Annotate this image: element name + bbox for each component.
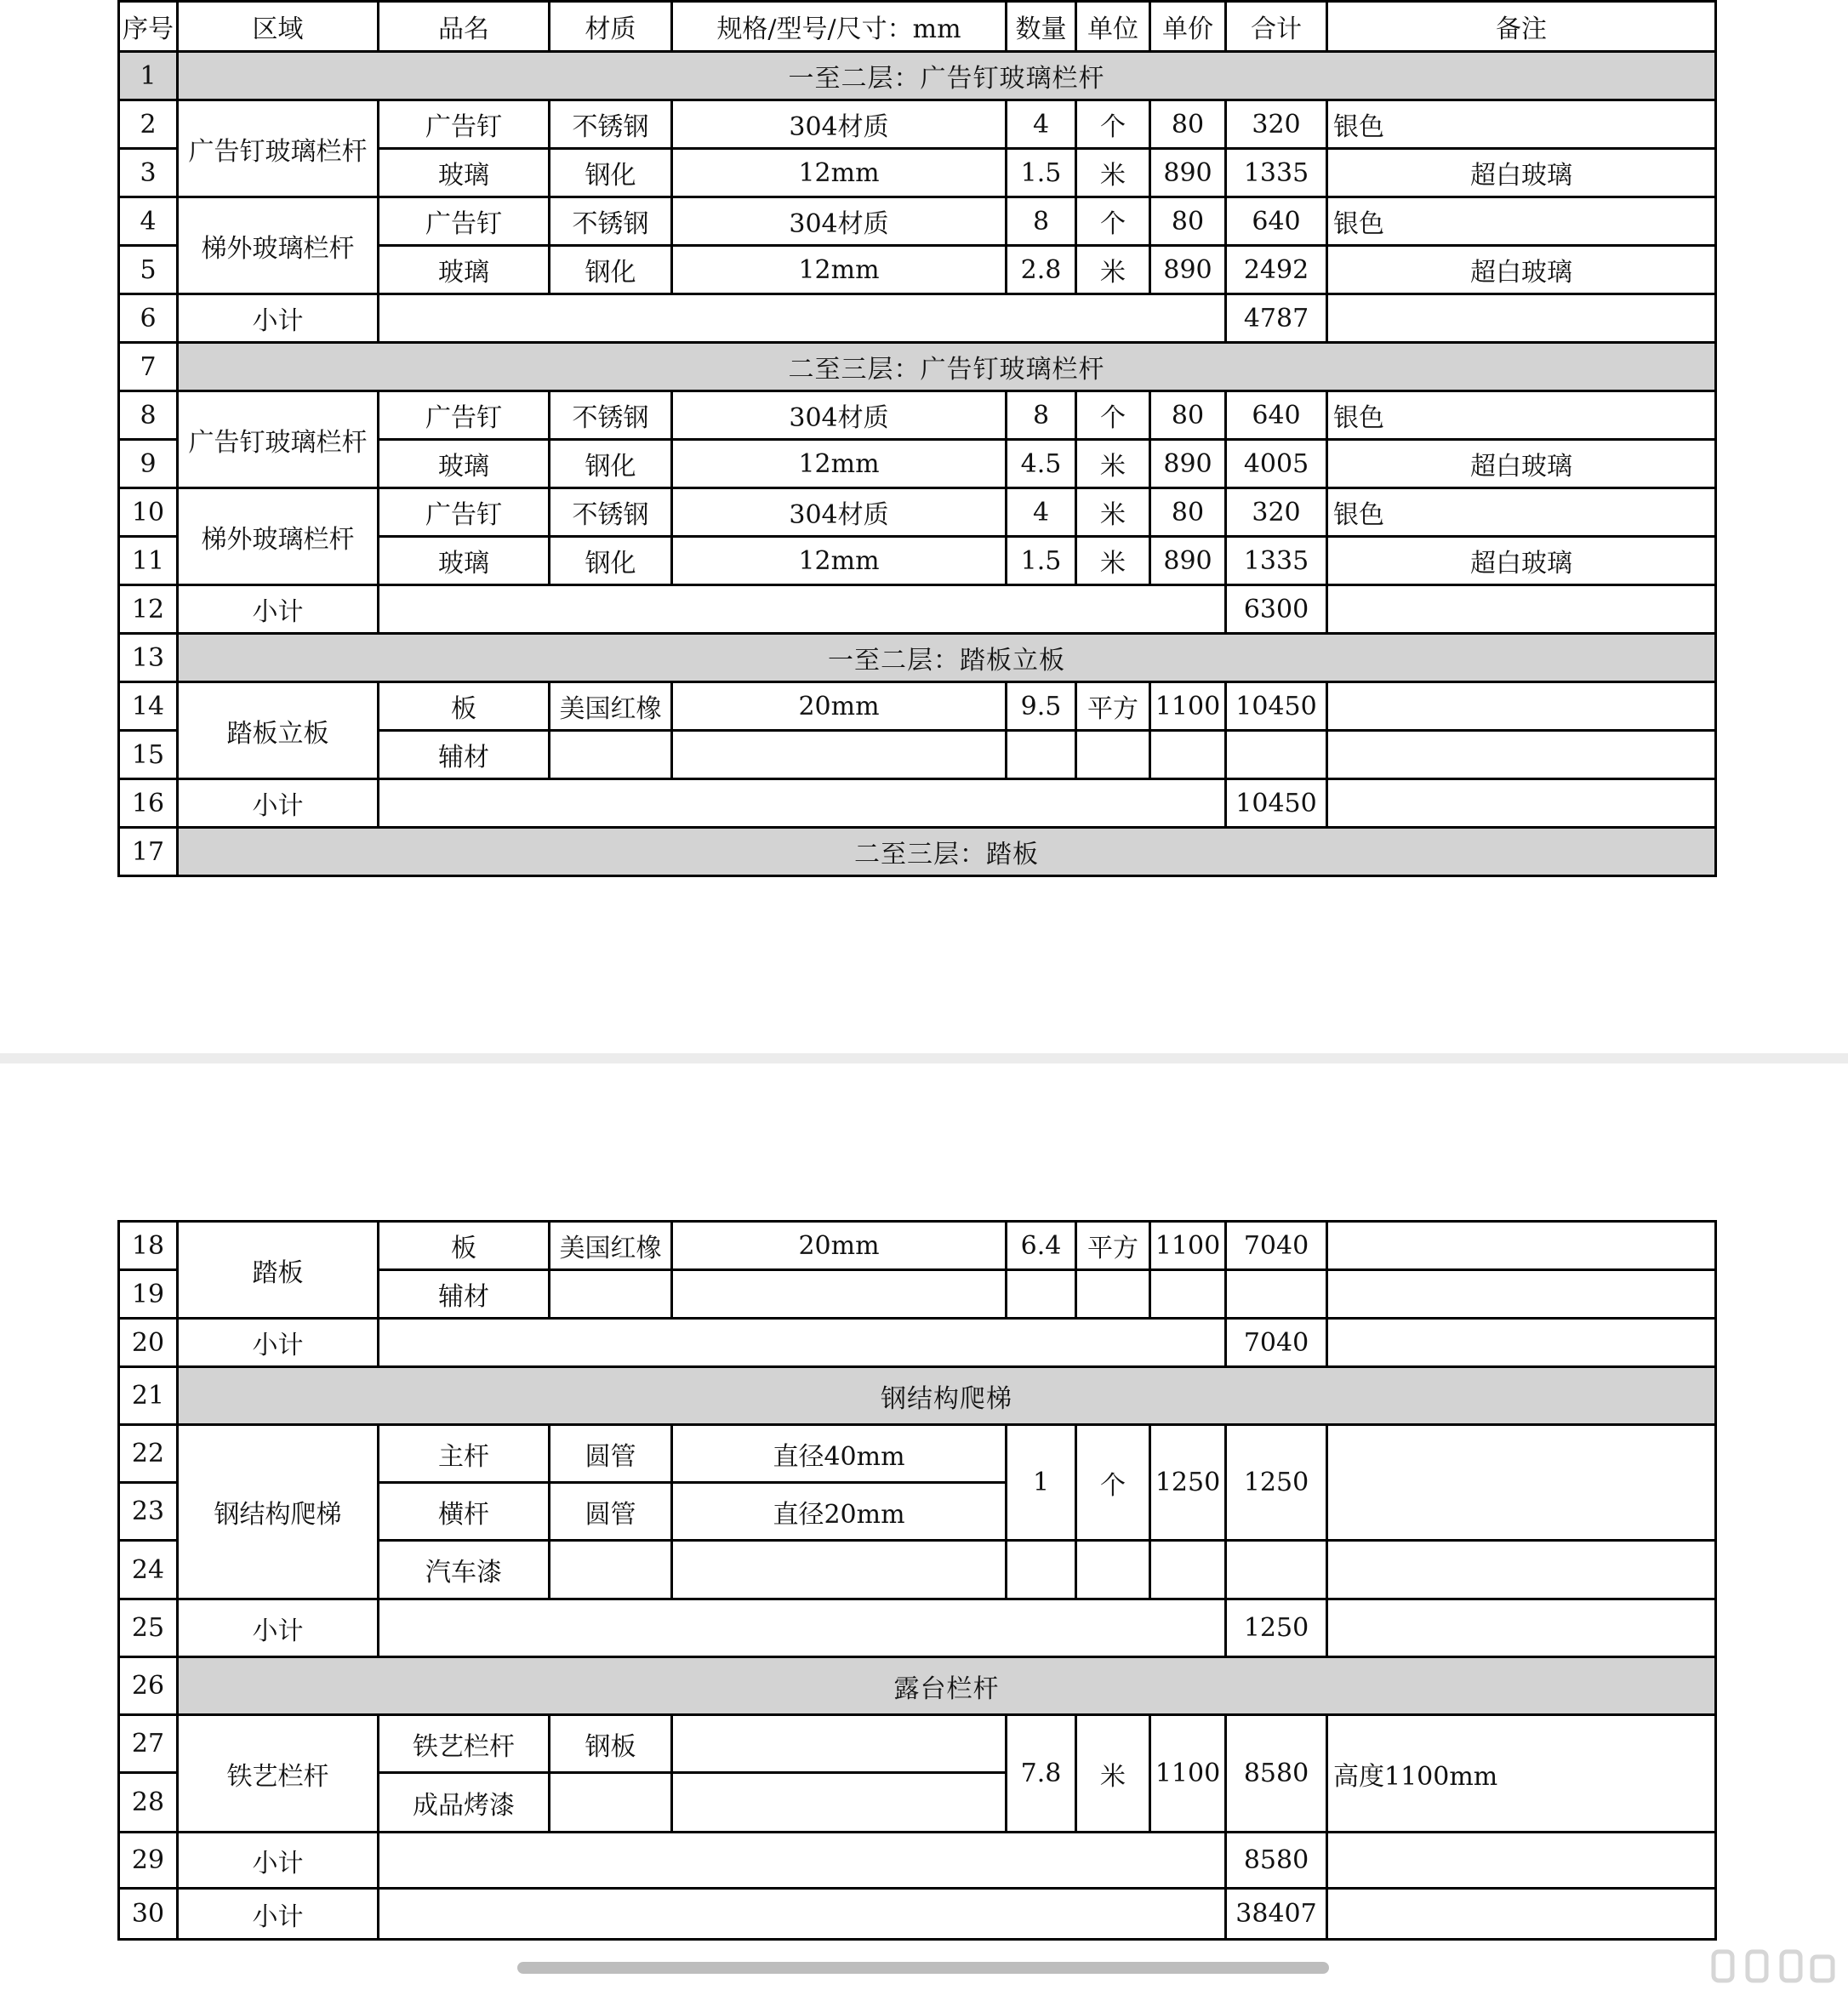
- price-cell: 80: [1150, 391, 1226, 440]
- seq-cell: 16: [119, 779, 178, 828]
- page-gap: [0, 1053, 1848, 1063]
- section-row: [119, 52, 1716, 100]
- spec-cell: 直径40mm: [672, 1425, 1007, 1483]
- name-cell: 板: [379, 1222, 550, 1270]
- subtotal-label: 小计: [178, 1319, 379, 1367]
- table-row: [119, 1222, 1716, 1270]
- material-cell: [550, 1773, 672, 1833]
- total-cell: [1226, 1270, 1327, 1319]
- material-cell: 钢化: [550, 149, 672, 197]
- material-cell: 钢化: [550, 537, 672, 585]
- spec-cell: 304材质: [672, 488, 1007, 537]
- price-cell: 1250: [1150, 1425, 1226, 1541]
- unit-cell: 米: [1076, 246, 1150, 294]
- subtotal-row: [119, 294, 1716, 343]
- unit-cell: [1076, 1541, 1150, 1599]
- total-cell: 10450: [1226, 682, 1327, 731]
- subtotal-label: 小计: [178, 779, 379, 828]
- qty-cell: 4: [1007, 488, 1076, 537]
- qty-cell: 8: [1007, 197, 1076, 246]
- note-cell: [1327, 1222, 1716, 1270]
- material-cell: 圆管: [550, 1425, 672, 1483]
- seq-cell: 12: [119, 585, 178, 634]
- name-cell: 玻璃: [379, 537, 550, 585]
- name-cell: 成品烤漆: [379, 1773, 550, 1833]
- header-spec: 规格/型号/尺寸：mm: [672, 2, 1007, 52]
- spec-cell: 12mm: [672, 149, 1007, 197]
- seq-cell: 9: [119, 440, 178, 488]
- material-cell: [550, 1541, 672, 1599]
- name-cell: 主杆: [379, 1425, 550, 1483]
- subtotal-row: [119, 1319, 1716, 1367]
- total-cell: 10450: [1226, 779, 1327, 828]
- price-cell: 890: [1150, 537, 1226, 585]
- price-cell: 1100: [1150, 1715, 1226, 1833]
- material-cell: 美国红橡: [550, 1222, 672, 1270]
- qty-cell: [1007, 1270, 1076, 1319]
- seq-cell: 23: [119, 1483, 178, 1541]
- table-row: [119, 1715, 1716, 1773]
- price-cell: [1150, 1270, 1226, 1319]
- blank-cell: [379, 585, 1226, 634]
- price-cell: 1100: [1150, 1222, 1226, 1270]
- seq-cell: 3: [119, 149, 178, 197]
- note-cell: [1327, 731, 1716, 779]
- note-cell: [1327, 1833, 1716, 1889]
- name-cell: 广告钉: [379, 100, 550, 149]
- total-cell: 8580: [1226, 1833, 1327, 1889]
- section-row: [119, 1657, 1716, 1715]
- qty-cell: 9.5: [1007, 682, 1076, 731]
- area-cell: 钢结构爬梯: [178, 1425, 379, 1599]
- seq-cell: 2: [119, 100, 178, 149]
- table-row: [119, 682, 1716, 731]
- spec-cell: 直径20mm: [672, 1483, 1007, 1541]
- qty-cell: [1007, 731, 1076, 779]
- unit-cell: 米: [1076, 1715, 1150, 1833]
- name-cell: 玻璃: [379, 246, 550, 294]
- qty-cell: 4.5: [1007, 440, 1076, 488]
- total-cell: [1226, 731, 1327, 779]
- name-cell: 广告钉: [379, 488, 550, 537]
- header-row: [119, 2, 1716, 52]
- seq-cell: 6: [119, 294, 178, 343]
- seq-cell: 8: [119, 391, 178, 440]
- seq-cell: 25: [119, 1599, 178, 1657]
- total-cell: 640: [1226, 197, 1327, 246]
- name-cell: 玻璃: [379, 440, 550, 488]
- price-cell: [1150, 731, 1226, 779]
- spec-cell: 20mm: [672, 1222, 1007, 1270]
- total-cell: 320: [1226, 488, 1327, 537]
- price-cell: 1100: [1150, 682, 1226, 731]
- price-cell: 80: [1150, 488, 1226, 537]
- blank-cell: [379, 1833, 1226, 1889]
- unit-cell: 个: [1076, 100, 1150, 149]
- qty-cell: 4: [1007, 100, 1076, 149]
- blank-cell: [379, 294, 1226, 343]
- note-cell: 银色: [1327, 197, 1716, 246]
- total-cell: 38407: [1226, 1889, 1327, 1940]
- qty-cell: 2.8: [1007, 246, 1076, 294]
- area-cell: 梯外玻璃栏杆: [178, 197, 379, 294]
- seq-cell: 20: [119, 1319, 178, 1367]
- unit-cell: 米: [1076, 488, 1150, 537]
- unit-cell: [1076, 731, 1150, 779]
- seq-cell: 10: [119, 488, 178, 537]
- name-cell: 横杆: [379, 1483, 550, 1541]
- table-row: [119, 100, 1716, 149]
- seq-cell: 18: [119, 1222, 178, 1270]
- header-seq: 序号: [119, 2, 178, 52]
- spec-cell: 12mm: [672, 440, 1007, 488]
- note-cell: [1327, 779, 1716, 828]
- header-area: 区域: [178, 2, 379, 52]
- note-cell: [1327, 1889, 1716, 1940]
- spec-cell: [672, 1541, 1007, 1599]
- material-cell: 不锈钢: [550, 197, 672, 246]
- material-cell: 不锈钢: [550, 391, 672, 440]
- blank-cell: [379, 1599, 1226, 1657]
- total-cell: 1250: [1226, 1599, 1327, 1657]
- section-title: 钢结构爬梯: [178, 1367, 1716, 1425]
- name-cell: 板: [379, 682, 550, 731]
- price-cell: 890: [1150, 440, 1226, 488]
- total-cell: 7040: [1226, 1319, 1327, 1367]
- seq-cell: 24: [119, 1541, 178, 1599]
- section-title: 一至二层：踏板立板: [178, 634, 1716, 682]
- total-cell: 8580: [1226, 1715, 1327, 1833]
- header-unit: 单位: [1076, 2, 1150, 52]
- note-cell: 高度1100mm: [1327, 1715, 1716, 1833]
- price-cell: 80: [1150, 197, 1226, 246]
- header-price: 单价: [1150, 2, 1226, 52]
- subtotal-row: [119, 1833, 1716, 1889]
- subtotal-label: 小计: [178, 294, 379, 343]
- note-cell: 银色: [1327, 488, 1716, 537]
- subtotal-label: 小计: [178, 1889, 379, 1940]
- unit-cell: 米: [1076, 537, 1150, 585]
- seq-cell: 4: [119, 197, 178, 246]
- material-cell: 钢化: [550, 440, 672, 488]
- unit-cell: 个: [1076, 1425, 1150, 1541]
- qty-cell: 1.5: [1007, 537, 1076, 585]
- total-cell: 1335: [1226, 149, 1327, 197]
- seq-cell: 30: [119, 1889, 178, 1940]
- material-cell: 美国红橡: [550, 682, 672, 731]
- spec-cell: 304材质: [672, 100, 1007, 149]
- name-cell: 铁艺栏杆: [379, 1715, 550, 1773]
- seq-cell: 7: [119, 343, 178, 391]
- total-cell: [1226, 1541, 1327, 1599]
- subtotal-label: 小计: [178, 585, 379, 634]
- total-cell: 7040: [1226, 1222, 1327, 1270]
- section-row: [119, 828, 1716, 876]
- seq-cell: 14: [119, 682, 178, 731]
- area-cell: 梯外玻璃栏杆: [178, 488, 379, 585]
- note-cell: [1327, 1319, 1716, 1367]
- spec-cell: [672, 1270, 1007, 1319]
- header-note: 备注: [1327, 2, 1716, 52]
- material-cell: 钢化: [550, 246, 672, 294]
- header-name: 品名: [379, 2, 550, 52]
- material-cell: 不锈钢: [550, 488, 672, 537]
- price-cell: [1150, 1541, 1226, 1599]
- qty-cell: 8: [1007, 391, 1076, 440]
- home-indicator[interactable]: [517, 1962, 1329, 1974]
- seq-cell: 11: [119, 537, 178, 585]
- price-cell: 80: [1150, 100, 1226, 149]
- spec-cell: 304材质: [672, 197, 1007, 246]
- section-title: 二至三层：踏板: [178, 828, 1716, 876]
- material-cell: 圆管: [550, 1483, 672, 1541]
- blank-cell: [379, 1889, 1226, 1940]
- seq-cell: 28: [119, 1773, 178, 1833]
- note-cell: [1327, 1599, 1716, 1657]
- section-title: 一至二层：广告钉玻璃栏杆: [178, 52, 1716, 100]
- qty-cell: [1007, 1541, 1076, 1599]
- unit-cell: 个: [1076, 197, 1150, 246]
- spec-cell: 304材质: [672, 391, 1007, 440]
- table-row: [119, 197, 1716, 246]
- subtotal-row: [119, 779, 1716, 828]
- watermark-icon: [1710, 1945, 1838, 1987]
- name-cell: 玻璃: [379, 149, 550, 197]
- note-cell: [1327, 1541, 1716, 1599]
- seq-cell: 26: [119, 1657, 178, 1715]
- unit-cell: 平方: [1076, 682, 1150, 731]
- quote-table-part-1: [117, 0, 1717, 877]
- qty-cell: 1.5: [1007, 149, 1076, 197]
- area-cell: 踏板立板: [178, 682, 379, 779]
- spec-cell: 12mm: [672, 537, 1007, 585]
- total-cell: 320: [1226, 100, 1327, 149]
- qty-cell: 6.4: [1007, 1222, 1076, 1270]
- table-row: [119, 488, 1716, 537]
- spec-cell: 12mm: [672, 246, 1007, 294]
- total-cell: 1250: [1226, 1425, 1327, 1541]
- total-cell: 6300: [1226, 585, 1327, 634]
- unit-cell: 米: [1076, 440, 1150, 488]
- price-cell: 890: [1150, 149, 1226, 197]
- note-cell: [1327, 585, 1716, 634]
- subtotal-row: [119, 1599, 1716, 1657]
- note-cell: 银色: [1327, 100, 1716, 149]
- seq-cell: 5: [119, 246, 178, 294]
- header-qty: 数量: [1007, 2, 1076, 52]
- material-cell: [550, 731, 672, 779]
- section-row: [119, 634, 1716, 682]
- subtotal-label: 小计: [178, 1599, 379, 1657]
- name-cell: 广告钉: [379, 197, 550, 246]
- area-cell: 广告钉玻璃栏杆: [178, 391, 379, 488]
- header-total: 合计: [1226, 2, 1327, 52]
- total-cell: 4005: [1226, 440, 1327, 488]
- seq-cell: 19: [119, 1270, 178, 1319]
- seq-cell: 15: [119, 731, 178, 779]
- section-title: 二至三层：广告钉玻璃栏杆: [178, 343, 1716, 391]
- price-cell: 890: [1150, 246, 1226, 294]
- note-cell: [1327, 1270, 1716, 1319]
- total-cell: 1335: [1226, 537, 1327, 585]
- total-cell: 2492: [1226, 246, 1327, 294]
- table-row: [119, 1425, 1716, 1483]
- section-row: [119, 343, 1716, 391]
- subtotal-row: [119, 585, 1716, 634]
- spec-cell: [672, 1715, 1007, 1773]
- grand-total-row: [119, 1889, 1716, 1940]
- spec-cell: [672, 731, 1007, 779]
- section-row: [119, 1367, 1716, 1425]
- seq-cell: 13: [119, 634, 178, 682]
- qty-cell: 7.8: [1007, 1715, 1076, 1833]
- seq-cell: 22: [119, 1425, 178, 1483]
- material-cell: 钢板: [550, 1715, 672, 1773]
- header-material: 材质: [550, 2, 672, 52]
- material-cell: [550, 1270, 672, 1319]
- spec-cell: 20mm: [672, 682, 1007, 731]
- total-cell: 4787: [1226, 294, 1327, 343]
- seq-cell: 17: [119, 828, 178, 876]
- unit-cell: 平方: [1076, 1222, 1150, 1270]
- unit-cell: 米: [1076, 149, 1150, 197]
- quote-table-part-2: [117, 1220, 1717, 1941]
- unit-cell: [1076, 1270, 1150, 1319]
- name-cell: 广告钉: [379, 391, 550, 440]
- name-cell: 汽车漆: [379, 1541, 550, 1599]
- spec-cell: [672, 1773, 1007, 1833]
- seq-cell: 27: [119, 1715, 178, 1773]
- area-cell: 踏板: [178, 1222, 379, 1319]
- blank-cell: [379, 779, 1226, 828]
- seq-cell: 21: [119, 1367, 178, 1425]
- area-cell: 铁艺栏杆: [178, 1715, 379, 1833]
- material-cell: 不锈钢: [550, 100, 672, 149]
- note-cell: [1327, 1425, 1716, 1541]
- name-cell: 辅材: [379, 1270, 550, 1319]
- seq-cell: 29: [119, 1833, 178, 1889]
- note-cell: [1327, 294, 1716, 343]
- note-cell: 超白玻璃: [1327, 537, 1716, 585]
- area-cell: 广告钉玻璃栏杆: [178, 100, 379, 197]
- section-title: 露台栏杆: [178, 1657, 1716, 1715]
- note-cell: [1327, 682, 1716, 731]
- unit-cell: 个: [1076, 391, 1150, 440]
- seq-cell: 1: [119, 52, 178, 100]
- note-cell: 超白玻璃: [1327, 149, 1716, 197]
- table-row: [119, 391, 1716, 440]
- blank-cell: [379, 1319, 1226, 1367]
- total-cell: 640: [1226, 391, 1327, 440]
- note-cell: 超白玻璃: [1327, 440, 1716, 488]
- subtotal-label: 小计: [178, 1833, 379, 1889]
- name-cell: 辅材: [379, 731, 550, 779]
- qty-cell: 1: [1007, 1425, 1076, 1541]
- note-cell: 银色: [1327, 391, 1716, 440]
- note-cell: 超白玻璃: [1327, 246, 1716, 294]
